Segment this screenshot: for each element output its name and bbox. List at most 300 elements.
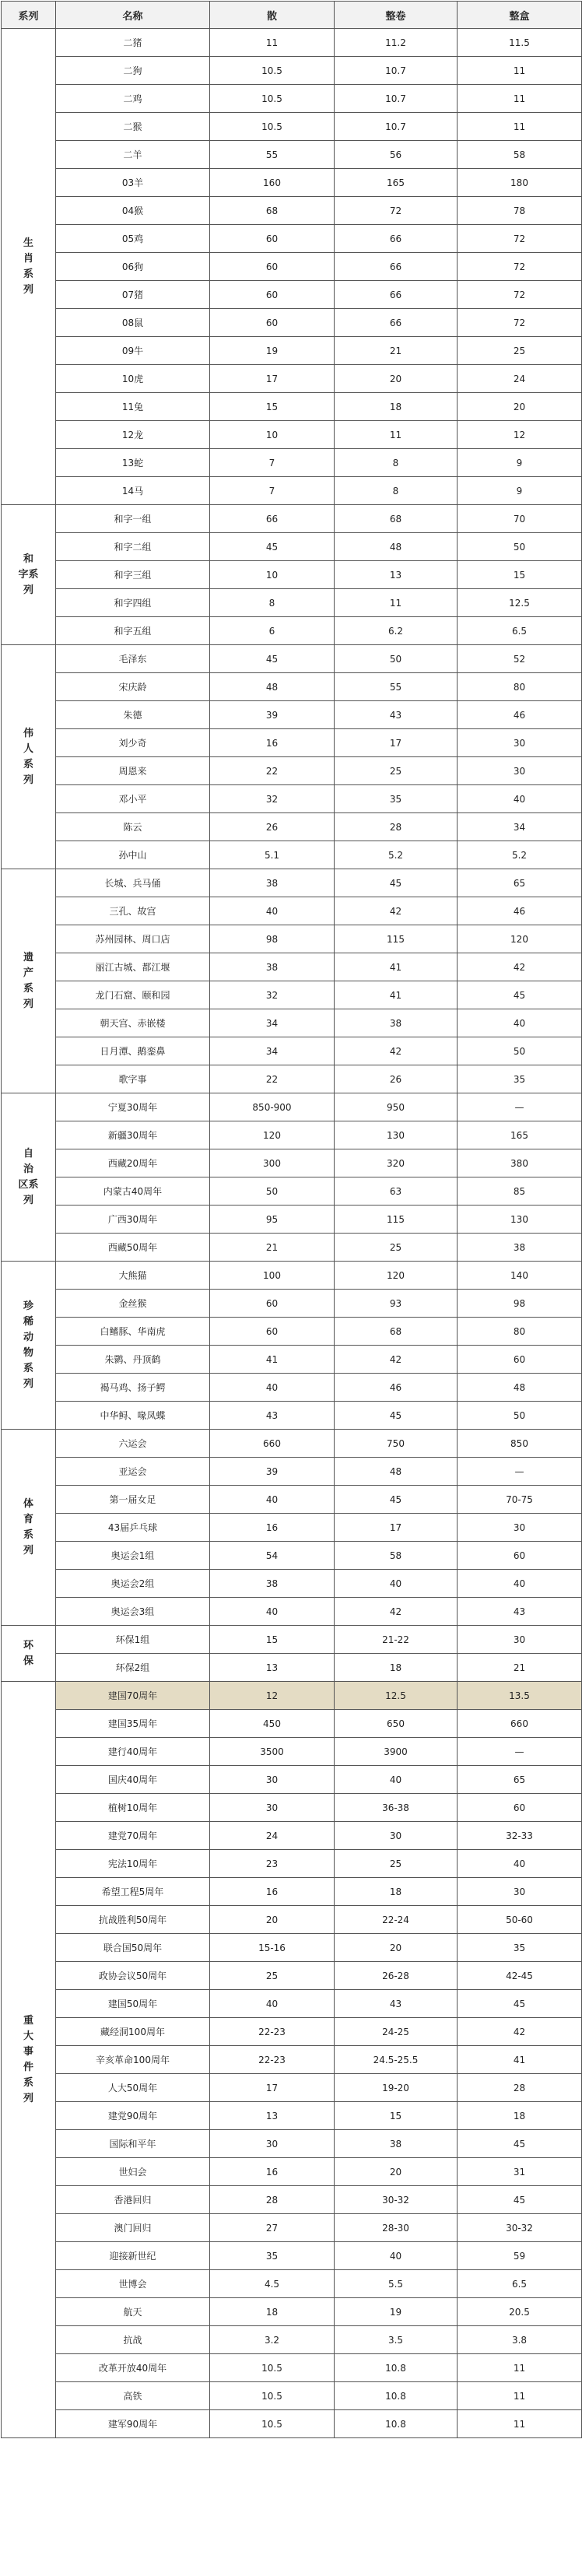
table-row [2,981,582,1009]
loose-price: 16 [210,1514,335,1542]
table-row [2,1738,582,1766]
box-price: 50-60 [458,1906,582,1934]
loose-price: 32 [210,785,335,813]
item-name: 长城、兵马俑 [56,869,210,897]
table-row [2,1374,582,1402]
table-row [2,1065,582,1093]
roll-price: 41 [335,981,458,1009]
box-price: 180 [458,169,582,197]
item-name: 和字三组 [56,561,210,589]
item-name: 朝天宫、赤嵌楼 [56,1009,210,1037]
item-name: 和字二组 [56,533,210,561]
roll-price: 11 [335,421,458,449]
table-row [2,785,582,813]
loose-price: 10.5 [210,2410,335,2438]
box-price: 70-75 [458,1486,582,1514]
table-row [2,1486,582,1514]
roll-price: 66 [335,225,458,253]
item-name: 朱德 [56,701,210,729]
header-name: 名称 [56,2,210,29]
loose-price: 8 [210,589,335,617]
roll-price: 68 [335,1318,458,1346]
item-name: 三孔、故宫 [56,897,210,925]
item-name: 14马 [56,477,210,505]
roll-price: 10.8 [335,2382,458,2410]
loose-price: 10 [210,561,335,589]
roll-price: 25 [335,757,458,785]
box-price: 48 [458,1374,582,1402]
loose-price: 45 [210,645,335,673]
roll-price: 3.5 [335,2326,458,2354]
box-price: 165 [458,1121,582,1149]
loose-price: 24 [210,1822,335,1850]
box-price: 78 [458,197,582,225]
loose-price: 22 [210,757,335,785]
roll-price: 20 [335,365,458,393]
table-row [2,1290,582,1318]
table-row [2,1598,582,1626]
loose-price: 98 [210,925,335,953]
item-name: 宪法10周年 [56,1850,210,1878]
item-name: 植树10周年 [56,1794,210,1822]
item-name: 建国35周年 [56,1710,210,1738]
item-name: 和字四组 [56,589,210,617]
box-price: 35 [458,1934,582,1962]
table-row [2,1906,582,1934]
loose-price: 68 [210,197,335,225]
roll-price: 8 [335,449,458,477]
loose-price: 18 [210,2298,335,2326]
roll-price: 15 [335,2102,458,2130]
roll-price: 28 [335,813,458,841]
loose-price: 5.1 [210,841,335,869]
roll-price: 17 [335,729,458,757]
loose-price: 48 [210,673,335,701]
loose-price: 40 [210,1374,335,1402]
box-price: 65 [458,1766,582,1794]
item-name: 日月潭、鹅銮鼻 [56,1037,210,1065]
box-price: 80 [458,673,582,701]
item-name: 二猴 [56,113,210,141]
loose-price: 120 [210,1121,335,1149]
item-name: 奥运会2组 [56,1570,210,1598]
table-row [2,2214,582,2242]
table-row [2,281,582,309]
roll-price: 24-25 [335,2018,458,2046]
loose-price: 10.5 [210,2354,335,2382]
item-name: 奥运会1组 [56,1542,210,1570]
loose-price: 60 [210,1290,335,1318]
item-name: 国际和平年 [56,2130,210,2158]
loose-price: 41 [210,1346,335,1374]
roll-price: 165 [335,169,458,197]
box-price: 52 [458,645,582,673]
loose-price: 30 [210,1766,335,1794]
table-row [2,2158,582,2186]
box-price: 28 [458,2074,582,2102]
loose-price: 60 [210,1318,335,1346]
item-name: 04猴 [56,197,210,225]
roll-price: 40 [335,2242,458,2270]
loose-price: 19 [210,337,335,365]
table-row [2,1514,582,1542]
loose-price: 60 [210,309,335,337]
table-row [2,1934,582,1962]
item-name: 广西30周年 [56,1206,210,1234]
roll-price: 750 [335,1430,458,1458]
roll-price: 10.7 [335,85,458,113]
roll-price: 36-38 [335,1794,458,1822]
item-name: 西藏50周年 [56,1234,210,1262]
item-name: 周恩来 [56,757,210,785]
box-price: 30 [458,729,582,757]
roll-price: 650 [335,1710,458,1738]
roll-price: 30 [335,1822,458,1850]
item-name: 香港回归 [56,2186,210,2214]
loose-price: 160 [210,169,335,197]
roll-price: 11.2 [335,29,458,57]
item-name: 和字一组 [56,505,210,533]
roll-price: 21 [335,337,458,365]
item-name: 白鳍豚、华南虎 [56,1318,210,1346]
loose-price: 45 [210,533,335,561]
loose-price: 26 [210,813,335,841]
loose-price: 15 [210,393,335,421]
box-price: 130 [458,1206,582,1234]
loose-price: 100 [210,1262,335,1290]
box-price: 5.2 [458,841,582,869]
item-name: 建军90周年 [56,2410,210,2438]
table-row [2,953,582,981]
table-row [2,2046,582,2074]
table-row [2,1850,582,1878]
roll-price: 3900 [335,1738,458,1766]
box-price: 18 [458,2102,582,2130]
loose-price: 50 [210,1177,335,1206]
roll-price: 130 [335,1121,458,1149]
loose-price: 27 [210,2214,335,2242]
roll-price: 42 [335,1346,458,1374]
table-row [2,337,582,365]
item-name: 金丝猴 [56,1290,210,1318]
loose-price: 35 [210,2242,335,2270]
item-name: 国庆40周年 [56,1766,210,1794]
roll-price: 66 [335,281,458,309]
table-row [2,701,582,729]
box-price: 50 [458,533,582,561]
box-price: 11 [458,57,582,85]
box-price: 40 [458,1850,582,1878]
item-name: 10虎 [56,365,210,393]
table-row [2,925,582,953]
loose-price: 23 [210,1850,335,1878]
roll-price: 55 [335,673,458,701]
table-row [2,589,582,617]
series-label: 伟 人 系 列 [2,645,56,869]
header-loose: 散 [210,2,335,29]
item-name: 建党70周年 [56,1822,210,1850]
item-name: 朱鹮、丹顶鹤 [56,1346,210,1374]
box-price: 3.8 [458,2326,582,2354]
table-row [2,1009,582,1037]
box-price: 85 [458,1177,582,1206]
loose-price: 850-900 [210,1093,335,1121]
roll-price: 6.2 [335,617,458,645]
table-row [2,2354,582,2382]
series-label: 体 育 系 列 [2,1430,56,1626]
item-name: 08鼠 [56,309,210,337]
box-price: 50 [458,1402,582,1430]
table-row [2,1794,582,1822]
roll-price: 50 [335,645,458,673]
box-price: 59 [458,2242,582,2270]
loose-price: 10 [210,421,335,449]
loose-price: 22-23 [210,2018,335,2046]
box-price: 43 [458,1598,582,1626]
loose-price: 43 [210,1402,335,1430]
loose-price: 17 [210,365,335,393]
roll-price: 8 [335,477,458,505]
table-row [2,1962,582,1990]
table-row [2,1990,582,2018]
table-row [2,897,582,925]
loose-price: 16 [210,729,335,757]
box-price: 60 [458,1542,582,1570]
loose-price: 95 [210,1206,335,1234]
item-name: 05鸡 [56,225,210,253]
table-row [2,1206,582,1234]
item-name: 人大50周年 [56,2074,210,2102]
item-name: 希望工程5周年 [56,1878,210,1906]
loose-price: 7 [210,449,335,477]
table-row [2,365,582,393]
roll-price: 18 [335,1878,458,1906]
loose-price: 4.5 [210,2270,335,2298]
box-price: 46 [458,897,582,925]
roll-price: 93 [335,1290,458,1318]
loose-price: 15 [210,1626,335,1654]
table-row [2,2270,582,2298]
item-name: 二猪 [56,29,210,57]
item-name: 褐马鸡、扬子鳄 [56,1374,210,1402]
roll-price: 20 [335,2158,458,2186]
table-row [2,1234,582,1262]
table-row [2,505,582,533]
table-row [2,1542,582,1570]
box-price: 45 [458,2130,582,2158]
roll-price: 18 [335,393,458,421]
box-price: — [458,1458,582,1486]
table-row [2,1626,582,1654]
roll-price: 26-28 [335,1962,458,1990]
loose-price: 60 [210,253,335,281]
roll-price: 10.8 [335,2410,458,2438]
roll-price: 41 [335,953,458,981]
roll-price: 11 [335,589,458,617]
series-label: 自 治 区系 列 [2,1093,56,1262]
box-price: 11.5 [458,29,582,57]
roll-price: 25 [335,1234,458,1262]
table-row [2,141,582,169]
item-name: 新疆30周年 [56,1121,210,1149]
box-price: 11 [458,2410,582,2438]
roll-price: 5.5 [335,2270,458,2298]
item-name: 世博会 [56,2270,210,2298]
table-row [2,561,582,589]
item-name: 奥运会3组 [56,1598,210,1626]
loose-price: 12 [210,1682,335,1710]
table-row [2,1682,582,1710]
table-row [2,1458,582,1486]
box-price: 60 [458,1794,582,1822]
box-price: 12 [458,421,582,449]
item-name: 第一届女足 [56,1486,210,1514]
roll-price: 46 [335,1374,458,1402]
loose-price: 39 [210,1458,335,1486]
item-name: 宁夏30周年 [56,1093,210,1121]
roll-price: 22-24 [335,1906,458,1934]
roll-price: 56 [335,141,458,169]
roll-price: 45 [335,869,458,897]
table-row [2,2074,582,2102]
table-row [2,1037,582,1065]
series-label: 珍 稀 动 物 系 列 [2,1262,56,1430]
roll-price: 66 [335,309,458,337]
series-label: 遗 产 系 列 [2,869,56,1093]
loose-price: 40 [210,1486,335,1514]
table-row [2,1766,582,1794]
item-name: 03羊 [56,169,210,197]
table-row [2,225,582,253]
loose-price: 25 [210,1962,335,1990]
box-price: 40 [458,1009,582,1037]
roll-price: 45 [335,1486,458,1514]
table-row [2,1878,582,1906]
item-name: 邓小平 [56,785,210,813]
item-name: 环保1组 [56,1626,210,1654]
roll-price: 42 [335,897,458,925]
box-price: 72 [458,309,582,337]
item-name: 12龙 [56,421,210,449]
box-price: 72 [458,281,582,309]
table-row [2,1318,582,1346]
item-name: 07猪 [56,281,210,309]
loose-price: 17 [210,2074,335,2102]
item-name: 歌字事 [56,1065,210,1093]
table-row [2,1654,582,1682]
roll-price: 19 [335,2298,458,2326]
item-name: 环保2组 [56,1654,210,1682]
item-name: 苏州园林、周口店 [56,925,210,953]
box-price: 35 [458,1065,582,1093]
table-row [2,169,582,197]
item-name: 建国70周年 [56,1682,210,1710]
box-price: 24 [458,365,582,393]
item-name: 二鸡 [56,85,210,113]
loose-price: 40 [210,897,335,925]
item-name: 亚运会 [56,1458,210,1486]
item-name: 航天 [56,2298,210,2326]
box-price: 12.5 [458,589,582,617]
box-price: 11 [458,113,582,141]
loose-price: 30 [210,1794,335,1822]
box-price: 6.5 [458,617,582,645]
loose-price: 10.5 [210,2382,335,2410]
table-row [2,2186,582,2214]
item-name: 联合国50周年 [56,1934,210,1962]
table-row [2,2326,582,2354]
box-price: 9 [458,449,582,477]
roll-price: 24.5-25.5 [335,2046,458,2074]
table-row [2,1822,582,1850]
table-row [2,1430,582,1458]
item-name: 西藏20周年 [56,1149,210,1177]
box-price: 72 [458,253,582,281]
roll-price: 115 [335,925,458,953]
table-row [2,1262,582,1290]
box-price: 20.5 [458,2298,582,2326]
box-price: 98 [458,1290,582,1318]
box-price: 32-33 [458,1822,582,1850]
loose-price: 32 [210,981,335,1009]
item-name: 二羊 [56,141,210,169]
table-row [2,1093,582,1121]
table-row [2,1177,582,1206]
loose-price: 660 [210,1430,335,1458]
loose-price: 38 [210,953,335,981]
loose-price: 7 [210,477,335,505]
box-price: 45 [458,981,582,1009]
loose-price: 38 [210,1570,335,1598]
table-row [2,1570,582,1598]
item-name: 龙门石窟、颐和园 [56,981,210,1009]
roll-price: 950 [335,1093,458,1121]
loose-price: 6 [210,617,335,645]
item-name: 陈云 [56,813,210,841]
box-price: 42-45 [458,1962,582,1990]
box-price: 34 [458,813,582,841]
box-price: 42 [458,953,582,981]
item-name: 丽江古城、都江堰 [56,953,210,981]
box-price: 72 [458,225,582,253]
box-price: 40 [458,1570,582,1598]
roll-price: 30-32 [335,2186,458,2214]
item-name: 建国50周年 [56,1990,210,2018]
table-row [2,1710,582,1738]
box-price: 30 [458,1514,582,1542]
loose-price: 54 [210,1542,335,1570]
box-price: 660 [458,1710,582,1738]
table-row [2,393,582,421]
box-price: 15 [458,561,582,589]
roll-price: 48 [335,533,458,561]
box-price: 30 [458,1626,582,1654]
series-label: 和 字系 列 [2,505,56,645]
series-label: 环 保 [2,1626,56,1682]
roll-price: 18 [335,1654,458,1682]
item-name: 高铁 [56,2382,210,2410]
loose-price: 34 [210,1009,335,1037]
item-name: 06狗 [56,253,210,281]
table-row [2,477,582,505]
loose-price: 39 [210,701,335,729]
loose-price: 66 [210,505,335,533]
table-row [2,841,582,869]
box-price: 850 [458,1430,582,1458]
loose-price: 22 [210,1065,335,1093]
roll-price: 72 [335,197,458,225]
table-row [2,869,582,897]
